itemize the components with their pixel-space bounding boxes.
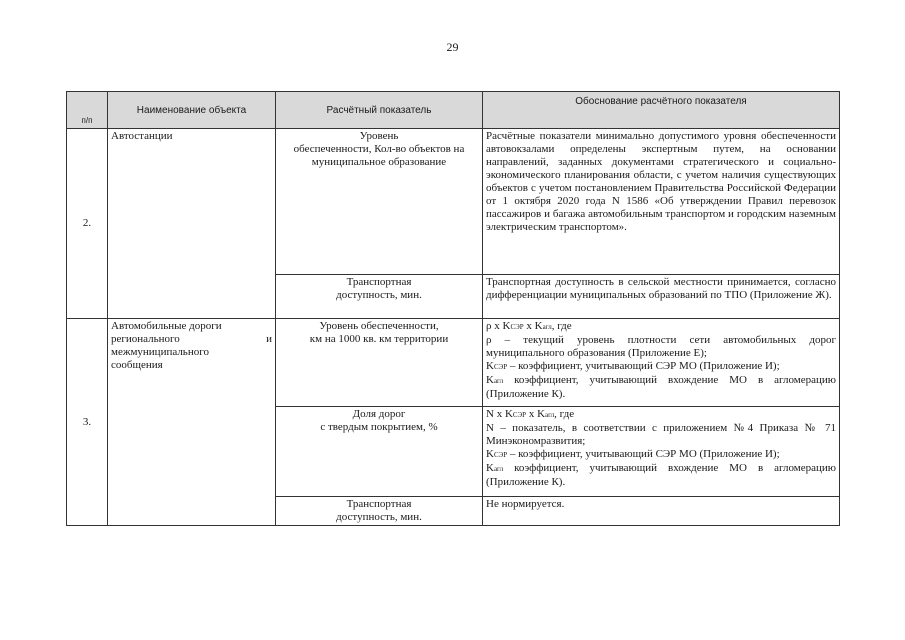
justification-line: ρ – текущий уровень плотности сети автомобильных дорог муниципального образования (Приложение Е); — [486, 334, 836, 359]
justification-cell: Не нормируется. — [483, 497, 840, 526]
indicator-line: Доля дорог — [352, 408, 406, 420]
table-header-row — [67, 92, 840, 129]
justification-cell: Транспортная доступность в сельской местности принимается, согласно дифференциации муниципальных образований по ТПО (Приложение Ж). — [483, 275, 840, 319]
indicator-line: Уровень — [359, 130, 399, 142]
header-object: Наименование объекта — [108, 92, 276, 129]
justification-line: KСЭР – коэффициент, учитывающий СЭР МО (Приложение И); — [486, 448, 780, 460]
indicator-line: Транспортная — [346, 276, 412, 288]
indicator-line: Уровень обеспеченности, — [319, 320, 439, 332]
indicator-cell — [276, 407, 483, 497]
justification-line: Kагл коэффициент, учитывающий вхождение МО в агломерацию (Приложение К). — [486, 374, 836, 400]
row-number: 3. — [67, 319, 108, 526]
object-name: Автостанции — [108, 129, 276, 319]
indicator-line: доступность, мин. — [336, 289, 422, 301]
indicator-cell — [276, 497, 483, 526]
header-num: п/п — [67, 92, 108, 129]
indicator-cell — [276, 319, 483, 407]
indicator-cell — [276, 129, 483, 275]
indicator-line: муниципальное образование — [311, 156, 447, 168]
indicator-line: доступность, мин. — [336, 511, 422, 523]
row-number: 2. — [67, 129, 108, 319]
object-line: межмуниципального — [111, 346, 209, 358]
header-indicator: Расчётный показатель — [276, 92, 483, 129]
indicator-line: км на 1000 кв. км территории — [309, 333, 449, 345]
indicators-table — [66, 91, 840, 526]
justification-line: KСЭР – коэффициент, учитывающий СЭР МО (Приложение И); — [486, 360, 780, 372]
justification-cell — [483, 407, 840, 497]
justification-line: N – показатель, в соответствии с приложением №4 Приказа № 71 Минэкономразвития; — [486, 422, 836, 447]
indicator-line: Транспортная — [346, 498, 412, 510]
table-row — [67, 319, 840, 407]
justification-cell: Расчётные показатели минимально допустимого уровня обеспеченности автовокзалами определены экспертным путем, на основании направлений, заданных документами стратегического и социально-экономического планирования области, с учетом наличия существующих объектов с учетом постановлением Правительства Российской Федерации от 1 октября 2020 года N 1586 «Об утверждении Правил перевозок пассажиров и багажа автомобильным транспортом и городским наземным электрическим транспортом». — [483, 129, 840, 275]
indicator-line: с твердым покрытием, % — [320, 421, 438, 433]
indicator-cell — [276, 275, 483, 319]
object-line: сообщения — [111, 359, 163, 371]
object-name — [108, 319, 276, 526]
object-line: Автомобильные дороги — [111, 320, 222, 332]
indicator-line: обеспеченности, Кол-во объектов на — [293, 143, 465, 155]
justification-cell — [483, 319, 840, 407]
object-line: регионального и — [111, 333, 272, 345]
formula-line: ρ x KСЭР x Kагл, где — [486, 320, 572, 332]
formula-line: N x KСЭР x Kагл, где — [486, 408, 575, 420]
page-number: 29 — [446, 40, 459, 54]
table-row — [67, 129, 840, 275]
justification-line: Kагл коэффициент, учитывающий вхождение МО в агломерацию (Приложение К). — [486, 462, 836, 488]
header-justification: Обоснование расчётного показателя — [483, 92, 840, 129]
